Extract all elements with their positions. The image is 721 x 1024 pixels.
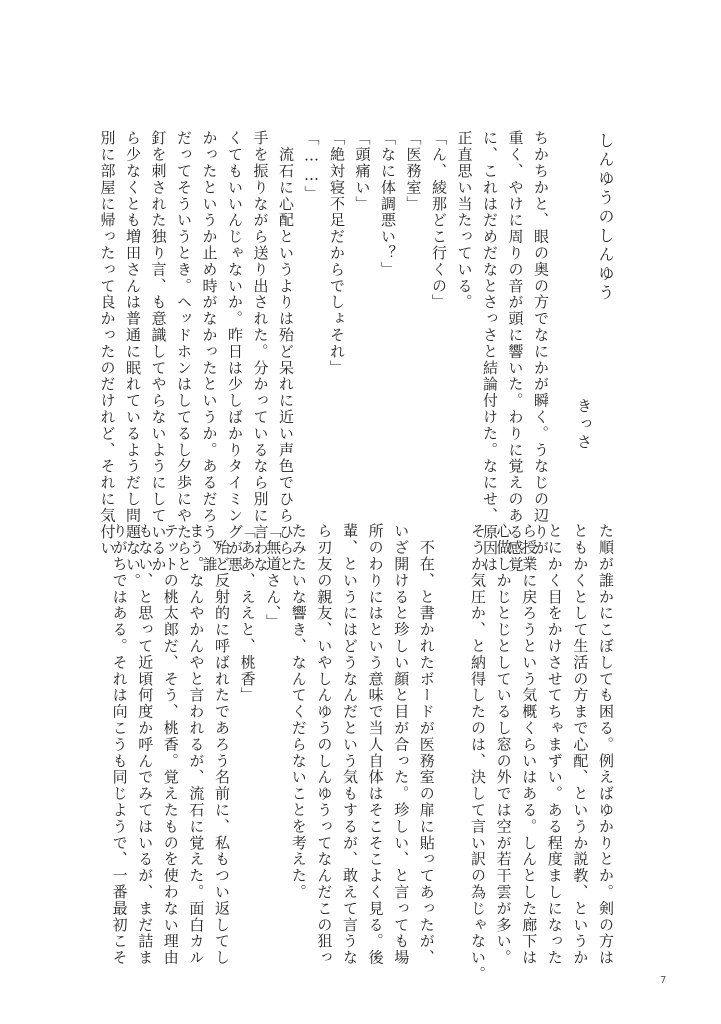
text-column: ら少なくとも増田さんは普通に眠れているようだし問題ない。	[124, 130, 142, 590]
text-column: 「絶対寝不足だからでしょそれ」	[328, 130, 346, 376]
text-column: 流石に心配というよりは殆ど呆れに近い声色でひらひらと	[277, 130, 295, 573]
story-title: しんゆうのしんゆう	[596, 132, 615, 303]
text-column: 別に部屋に帰ったって良かったのだけれど、それに気付い	[98, 130, 117, 557]
text-column: 「医務室」	[404, 130, 423, 212]
text-column: とにかく目をかけさせてちゃまずい。ある程度ましになった	[545, 523, 564, 966]
text-column: 心做しかじとじとしているし窓の外では空が若干雲が多い。	[494, 523, 513, 966]
text-column: かったというか止め時がなかったというか。あるだろう、誰	[200, 130, 219, 573]
text-column: ちかちかと、眼の奥の方でなにかが瞬く。うなじの辺りが	[532, 130, 550, 557]
text-column: 「……」	[302, 130, 321, 202]
text-column: まう。なんやかんやと言われるが、流石に覚えた。面白カル	[187, 523, 206, 966]
text-column: りがちではある。それは向こうも同じようで、一番最初こそ	[110, 523, 129, 966]
author-name: きっさ	[575, 398, 593, 452]
text-column: テットの桃太郎だ、そう、桃香。覚えたものを使わない理由	[161, 523, 180, 966]
text-column: もない、と思って近頃何度か呼んでみてはいるが、まだ詰ま	[136, 523, 155, 966]
text-column: 不在、と書かれたボードが医務室の扉に貼ってあったが、	[417, 523, 436, 966]
text-column: た順が誰かにこぼしても困る。例えばゆかりとか。剣の方は	[597, 523, 615, 966]
text-column: 「無道さん、」	[264, 523, 283, 631]
text-column: ら刃友の親友、いやしんゆうのしんゆうってなんだこの狙っ	[315, 523, 334, 966]
text-column: 所のわりにはという意味で当人自体はそこそこよく見る。後	[366, 523, 385, 966]
text-column: 「ん、綾那どこ行くの」	[430, 130, 448, 311]
text-column: 「頭痛い」	[353, 130, 372, 212]
text-column: たみたいな響き、なんてくだらないことを考えた。	[289, 523, 308, 901]
page-number: 7	[660, 975, 667, 986]
text-column: 重く、やけに周りの音が頭に響いた。わりに覚えのある感覚	[506, 130, 525, 573]
text-column: いざ開けると珍しい顔と目が合った。珍しい、と言っても場	[392, 523, 411, 966]
text-column: くてもいいんじゃないか。昨日は少しばかりタイミングが悪	[226, 130, 244, 573]
text-column: だってそういうとき。ヘッドホンはしてるし夕歩にやたらと	[175, 130, 193, 573]
text-column: 釘を刺された独り言、も意識してやらないようにしているか	[149, 130, 168, 573]
text-column: 正直思い当たっている。	[455, 130, 474, 311]
text-column: 手を振りながら送り出された。分かっているなら別に言わな	[251, 130, 270, 573]
text-column: 「なに体調悪い？」	[379, 130, 397, 278]
text-column: に、これはだめだなとさっさと結論付けた。なにせ、原因は	[481, 130, 499, 573]
text-column: 輩、というにはどうなんだという気もするが、敢えて言うな	[341, 523, 359, 966]
text-column: 「ああ、ええと、桃香」	[238, 523, 257, 704]
text-column: 殆ど反射的に呼ばれたであろう名前に、私もつい返してし	[213, 523, 231, 966]
text-column: そうか気圧か、と納得したのは、決して言い訳の為じゃない。	[469, 523, 487, 983]
text-column: ともかくとして生活の方まで心配、というか説教、というか	[571, 523, 590, 966]
text-column: ら授業に戻ろうという気概くらいはある。しんとした廊下は	[520, 523, 539, 966]
